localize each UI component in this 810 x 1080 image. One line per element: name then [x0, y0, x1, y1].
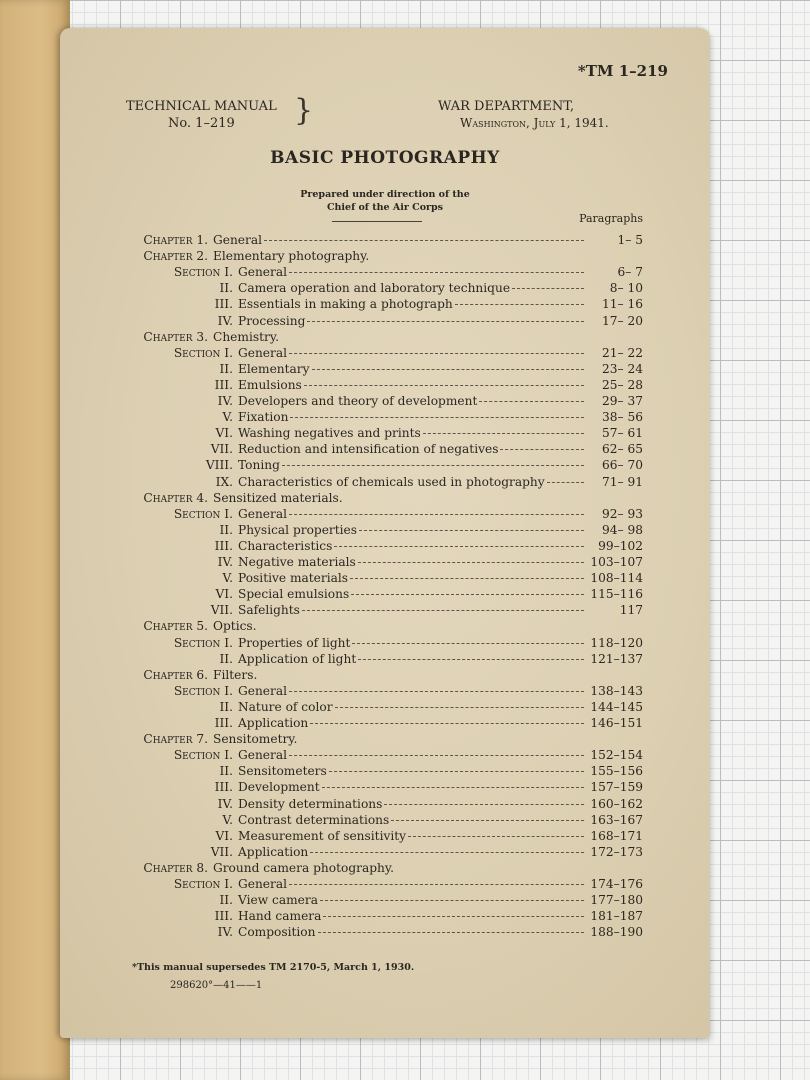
entry-title: Application [238, 716, 309, 730]
leader-dots [289, 755, 584, 756]
paragraph-range: 172–173 [590, 844, 643, 859]
entry-title: Contrast determinations [238, 812, 390, 827]
entry-title: General [213, 233, 262, 247]
toc-section-row [60, 812, 710, 828]
entry-title: General [238, 877, 287, 891]
entry-title: Chemistry. [213, 329, 279, 344]
leader-dots [455, 304, 584, 305]
entry-title: Elementary [238, 361, 310, 376]
section-label: IV. [217, 796, 233, 811]
paragraph-range: 6– 7 [617, 265, 643, 280]
paragraph-range: 71– 91 [602, 474, 643, 489]
entry-title: Ground camera photography. [213, 860, 395, 875]
toc-section-row [60, 602, 710, 618]
section-label: VI. [215, 426, 233, 441]
paragraph-range: 29– 37 [602, 394, 643, 408]
chapter-label: Chapter 8. [143, 860, 208, 875]
leader-dots [310, 852, 584, 853]
section-label: VI. [215, 828, 233, 843]
toc-section-row [60, 699, 710, 715]
toc-section-row [60, 651, 710, 667]
leader-dots [310, 723, 584, 724]
entry-title: Developers and theory of development [238, 394, 478, 408]
toc-section-row [60, 506, 710, 522]
section-label: Section I. [173, 506, 233, 521]
prepared-line-1: Prepared under direction of the [300, 189, 470, 200]
section-label: VII. [210, 844, 233, 859]
entry-title: Physical properties [238, 522, 358, 537]
section-label: IV. [217, 394, 233, 408]
section-label: Section I. [173, 345, 233, 360]
entry-title: Negative materials [238, 555, 356, 569]
paragraph-range: 62– 65 [602, 442, 643, 457]
paragraph-range: 103–107 [590, 555, 643, 569]
entry-title: General [238, 748, 287, 763]
paragraph-range: 17– 20 [602, 313, 643, 328]
section-label: II. [219, 361, 233, 376]
paragraph-range: 57– 61 [602, 426, 643, 441]
leader-dots [391, 820, 584, 821]
tm-number: *TM 1–219 [577, 62, 668, 80]
toc-chapter-row [60, 667, 710, 683]
section-label: V. [222, 410, 233, 425]
leader-dots [289, 691, 584, 692]
entry-title: Filters. [213, 667, 258, 682]
toc-chapter-row [60, 618, 710, 634]
paragraphs-column-header: Paragraphs [579, 212, 643, 225]
leader-dots [351, 594, 584, 595]
toc-section-row [60, 747, 710, 763]
manual-line-2: No. 1–219 [167, 116, 235, 131]
leader-dots [423, 433, 584, 434]
entry-title: Optics. [213, 619, 257, 634]
leader-dots [312, 369, 584, 370]
paragraph-range: 8– 10 [609, 281, 643, 296]
paragraph-range: 160–162 [590, 796, 643, 811]
document-page [60, 28, 710, 1038]
paragraph-range: 66– 70 [602, 458, 643, 473]
department-block [438, 98, 609, 132]
section-label: IV. [217, 555, 233, 569]
paragraph-range: 146–151 [590, 716, 643, 730]
paragraph-range: 94– 98 [602, 522, 643, 537]
leader-dots [318, 932, 585, 933]
paragraph-range: 188–190 [590, 925, 643, 940]
leader-dots [302, 610, 584, 611]
paragraph-range: 99–102 [598, 538, 643, 553]
section-label: III. [214, 377, 233, 392]
leader-dots [479, 401, 584, 402]
toc-section-row [60, 474, 710, 490]
entry-title: General [238, 683, 287, 698]
entry-title: General [238, 265, 287, 280]
leader-dots [358, 659, 584, 660]
toc-section-row [60, 828, 710, 844]
prepared-line-2: Chief of the Air Corps [326, 202, 444, 213]
toc-section-row [60, 635, 710, 651]
entry-title: View camera [238, 893, 318, 908]
leader-dots [384, 804, 584, 805]
entry-title: Special emulsions [238, 587, 350, 602]
entry-title: Composition [238, 925, 316, 940]
leader-dots [322, 787, 584, 788]
chapter-label: Chapter 5. [143, 619, 208, 634]
toc-section-row [60, 779, 710, 795]
toc-section-row [60, 280, 710, 296]
toc-chapter-row [60, 248, 710, 264]
toc-section-row [60, 683, 710, 699]
section-label: II. [219, 522, 233, 537]
print-code: 298620°—41——1 [170, 980, 263, 991]
document-title: BASIC PHOTOGRAPHY [270, 148, 500, 168]
section-label: Section I. [173, 635, 233, 650]
leader-dots [359, 530, 584, 531]
entry-title: Characteristics of chemicals used in photography [238, 474, 545, 489]
toc-section-row [60, 425, 710, 441]
paragraph-range: 21– 22 [602, 345, 643, 360]
toc-section-row [60, 538, 710, 554]
section-label: Section I. [173, 877, 233, 891]
entry-title: Fixation [238, 410, 289, 425]
entry-title: Measurement of sensitivity [238, 828, 407, 843]
toc-section-row [60, 264, 710, 280]
leader-dots [500, 449, 584, 450]
leader-dots [358, 562, 584, 563]
chapter-label: Chapter 2. [143, 249, 208, 264]
bracket-divider: } [294, 93, 314, 128]
paragraph-range: 25– 28 [602, 377, 643, 392]
section-label: III. [214, 297, 233, 312]
toc-section-row [60, 796, 710, 812]
section-label: IV. [217, 925, 233, 940]
toc-section-row [60, 457, 710, 473]
chapter-label: Chapter 6. [143, 667, 208, 682]
toc-section-row [60, 393, 710, 409]
entry-title: Positive materials [238, 571, 349, 586]
paragraph-range: 177–180 [590, 893, 643, 908]
section-label: IX. [215, 474, 233, 489]
toc-section-row [60, 763, 710, 779]
entry-title: Nature of color [238, 699, 333, 714]
paragraph-range: 168–171 [590, 828, 643, 843]
paragraph-range: 152–154 [590, 748, 643, 763]
leader-dots [408, 836, 584, 837]
toc-section-row [60, 361, 710, 377]
paragraph-range: 115–116 [590, 587, 643, 602]
entry-title: Washing negatives and prints [238, 426, 421, 441]
toc-section-row [60, 844, 710, 860]
chapter-label: Chapter 1. [143, 233, 208, 247]
section-label: IV. [217, 313, 233, 328]
entry-title: Sensitized materials. [213, 490, 343, 505]
leader-dots [290, 417, 584, 418]
entry-title: Characteristics [238, 538, 333, 553]
paragraph-range: 155–156 [590, 764, 643, 779]
leader-dots [289, 353, 584, 354]
section-label: II. [219, 651, 233, 666]
paragraph-range: 174–176 [590, 877, 643, 891]
prepared-note [60, 188, 710, 214]
section-label: V. [222, 812, 233, 827]
entry-title: Application of light [238, 651, 357, 666]
section-label: II. [219, 764, 233, 779]
department: WAR DEPARTMENT, [438, 99, 575, 114]
section-label: VII. [210, 603, 233, 618]
place-date: Washington, July 1, 1941. [460, 116, 609, 130]
leader-dots [323, 916, 584, 917]
toc-section-row [60, 409, 710, 425]
paragraph-range: 138–143 [590, 683, 643, 698]
entry-title: Sensitometers [238, 764, 327, 779]
paragraph-range: 181–187 [590, 909, 643, 924]
entry-title: Toning [238, 458, 280, 473]
toc-chapter-row [60, 232, 710, 248]
leader-dots [289, 514, 584, 515]
toc-section-row [60, 876, 710, 892]
entry-title: Properties of light [238, 635, 351, 650]
entry-title: General [238, 345, 287, 360]
section-label: II. [219, 893, 233, 908]
entry-title: Emulsions [238, 377, 302, 392]
toc-section-row [60, 892, 710, 908]
section-label: III. [214, 909, 233, 924]
toc-section-row [60, 313, 710, 329]
toc-section-row [60, 908, 710, 924]
paragraph-range: 11– 16 [602, 297, 643, 312]
leader-dots [335, 707, 584, 708]
leader-dots [350, 578, 584, 579]
toc-section-row [60, 522, 710, 538]
section-label: VIII. [205, 458, 233, 473]
paragraph-range: 163–167 [590, 812, 643, 827]
divider-rule [332, 221, 422, 222]
section-label: VII. [210, 442, 233, 457]
footnote: *This manual supersedes TM 2170-5, March 1, 1930. [132, 962, 415, 973]
entry-title: Reduction and intensification of negatives [238, 442, 499, 457]
entry-title: Elementary photography. [213, 249, 370, 264]
paragraph-range: 157–159 [590, 780, 643, 795]
leader-dots [289, 884, 584, 885]
paragraph-range: 23– 24 [602, 361, 643, 376]
toc-section-row [60, 715, 710, 731]
section-label: II. [219, 699, 233, 714]
leader-dots [334, 546, 584, 547]
entry-title: Essentials in making a photograph [238, 297, 453, 312]
paragraph-range: 1– 5 [617, 233, 643, 247]
leader-dots [547, 482, 584, 483]
section-label: Section I. [173, 748, 233, 763]
leader-dots [320, 900, 584, 901]
entry-title: Processing [238, 313, 306, 328]
section-label: III. [214, 716, 233, 730]
entry-title: Hand camera [238, 909, 322, 924]
toc-section-row [60, 924, 710, 940]
leader-dots [512, 288, 584, 289]
toc-chapter-row [60, 490, 710, 506]
section-label: V. [222, 571, 233, 586]
entry-title: Sensitometry. [213, 732, 298, 747]
paragraph-range: 117 [619, 603, 643, 618]
toc-section-row [60, 554, 710, 570]
paragraph-range: 144–145 [590, 699, 643, 714]
leader-dots [282, 465, 584, 466]
toc-chapter-row [60, 329, 710, 345]
entry-title: General [238, 506, 287, 521]
entry-title: Camera operation and laboratory technique [238, 281, 511, 296]
leader-dots [304, 385, 584, 386]
section-label: Section I. [173, 265, 233, 280]
toc-section-row [60, 586, 710, 602]
leader-dots [352, 643, 584, 644]
entry-title: Application [238, 844, 309, 859]
leader-dots [307, 321, 584, 322]
paragraph-range: 118–120 [590, 635, 643, 650]
section-label: II. [219, 281, 233, 296]
paragraph-range: 92– 93 [602, 506, 643, 521]
entry-title: Development [238, 780, 320, 795]
chapter-label: Chapter 3. [143, 329, 208, 344]
toc-section-row [60, 345, 710, 361]
section-label: III. [214, 780, 233, 795]
toc-section-row [60, 296, 710, 312]
toc-section-row [60, 570, 710, 586]
entry-title: Safelights [238, 603, 300, 618]
section-label: Section I. [173, 683, 233, 698]
toc-chapter-row [60, 860, 710, 876]
chapter-label: Chapter 7. [143, 732, 208, 747]
leader-dots [264, 240, 584, 241]
entry-title: Density determinations [238, 796, 383, 811]
manual-designation [126, 98, 277, 132]
section-label: III. [214, 538, 233, 553]
paragraph-range: 121–137 [590, 651, 643, 666]
toc-chapter-row [60, 731, 710, 747]
toc-section-row [60, 377, 710, 393]
leader-dots [329, 771, 584, 772]
toc-section-row [60, 441, 710, 457]
manual-line-1: TECHNICAL MANUAL [126, 99, 277, 114]
chapter-label: Chapter 4. [143, 490, 208, 505]
paragraph-range: 108–114 [590, 571, 643, 586]
section-label: VI. [215, 587, 233, 602]
leader-dots [289, 272, 584, 273]
paragraph-range: 38– 56 [602, 410, 643, 425]
